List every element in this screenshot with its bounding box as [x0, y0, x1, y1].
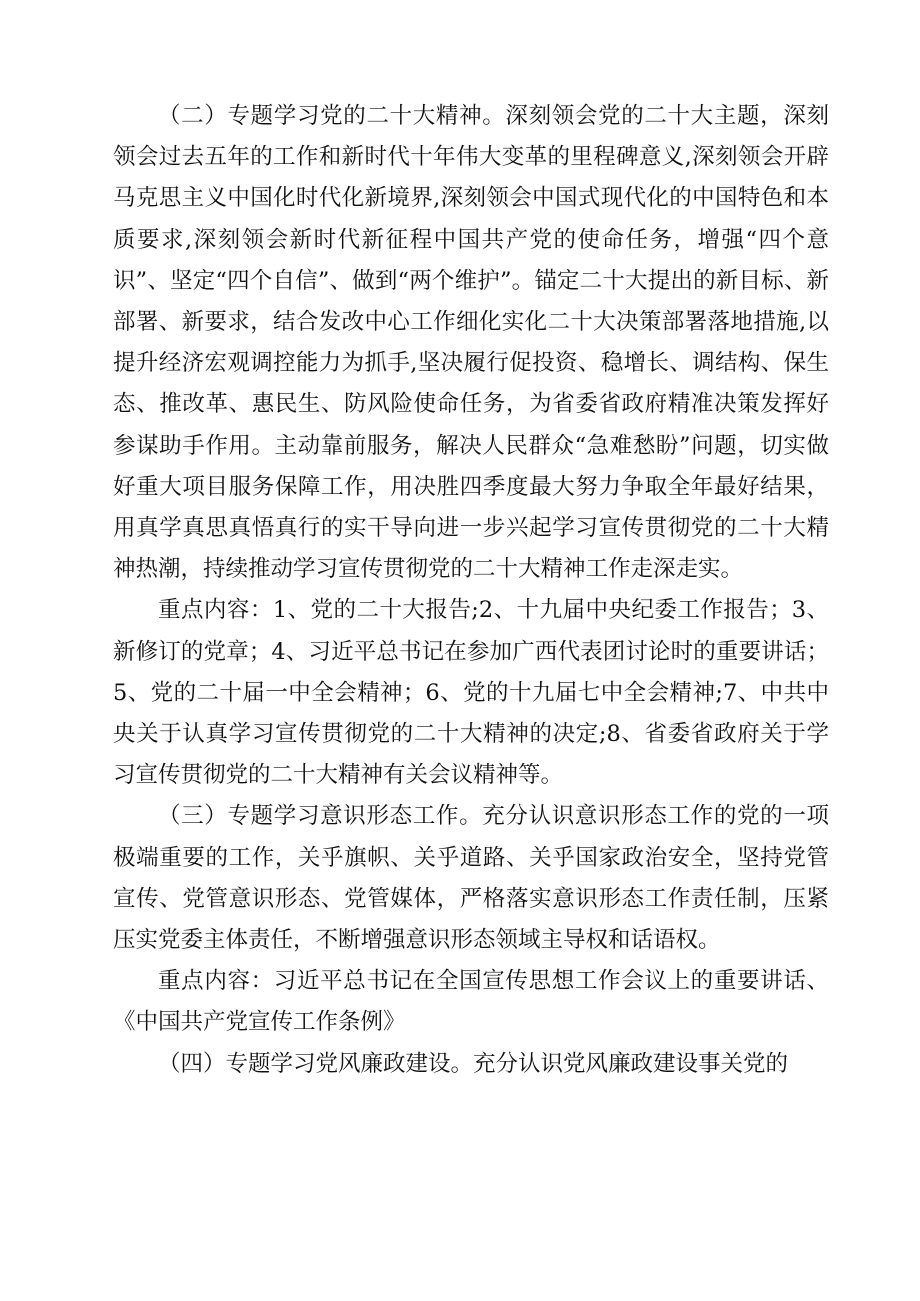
- paragraph-key-content-one: 重点内容：1、党的二十大报告;2、十九届中央纪委工作报告；3、新修订的党章；4、习近平总书记在参加广西代表团讨论时的重要讲话；5、党的二十届一中全会精神；6、党的十九届七中全会精神;7、中共中央关于认真学习宣传贯彻党的二十大精神的决定;8、省委省政府关于学习宣传贯彻党的二十大精神有关会议精神等。: [113, 597, 829, 789]
- paragraph-section-three: （三）专题学习意识形态工作。充分认识意识形态工作的党的一项极端重要的工作，关乎旗帜、关乎道路、关乎国家政治安全，坚持党管宣传、党管意识形态、党管媒体，严格落实意识形态工作责任制，压紧压实党委主体责任，不断增强意识形态领域主导权和话语权。: [113, 803, 829, 954]
- paragraph-key-content-two: 重点内容：习近平总书记在全国宣传思想工作会议上的重要讲话、《中国共产党宣传工作条例》: [113, 968, 829, 1036]
- paragraph-section-four: （四）专题学习党风廉政建设。充分认识党风廉政建设事关党的: [158, 1050, 789, 1077]
- paragraph-section-two: （二）专题学习党的二十大精神。深刻领会党的二十大主题，深刻领会过去五年的工作和新时代十年伟大变革的里程碑意义,深刻领会开辟马克思主义中国化时代化新境界,深刻领会中国式现代化的中国特色和本质要求,深刻领会新时代新征程中国共产党的使命任务，增强“四个意识”、坚定“四个自信”、做到“两个维护”。锚定二十大提出的新目标、新部署、新要求，结合发改中心工作细化实化二十大决策部署落地措施,以提升经济宏观调控能力为抓手,坚决履行促投资、稳增长、调结构、保生态、推改革、惠民生、防风险使命任务，为省委省政府精准决策发挥好参谋助手作用。主动靠前服务，解决人民群众“急难愁盼”问题，切实做好重大项目服务保障工作，用决胜四季度最大努力争取全年最好结果，用真学真思真悟真行的实干导向进一步兴起学习宣传贯彻党的二十大精神热潮，持续推动学习宣传贯彻党的二十大精神工作走深走实。: [113, 103, 829, 583]
- document-body: [113, 96, 829, 1085]
